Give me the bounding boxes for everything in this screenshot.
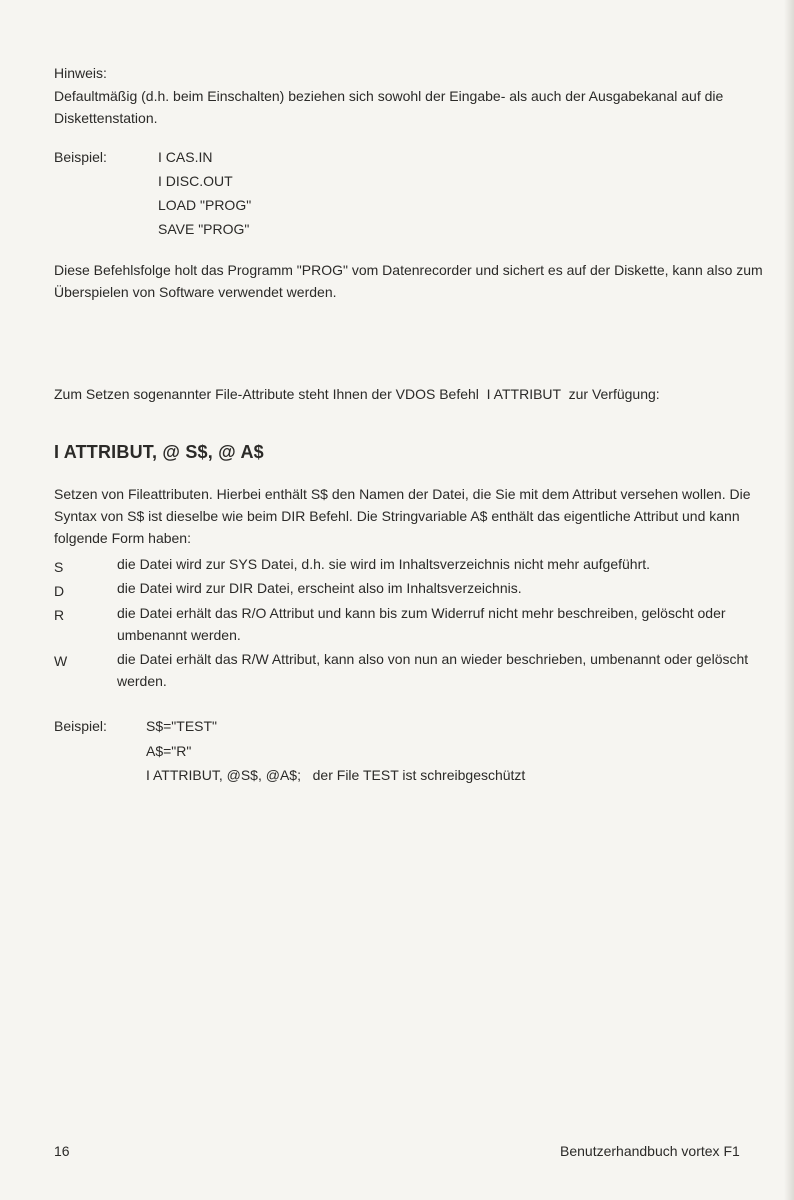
- example1-line-1: I CAS.IN: [158, 149, 213, 165]
- attr-desc-s: die Datei wird zur SYS Datei, d.h. sie wird im Inhaltsverzeichnis nicht mehr aufgeführt.: [117, 556, 651, 572]
- attribut-intro: Zum Setzen sogenannter File-Attribute steht Ihnen der VDOS Befehl I ATTRIBUT zur Verfügung:: [54, 386, 660, 402]
- attribut-heading: I ATTRIBUT, @ S$, @ A$: [54, 442, 264, 462]
- page-number: 16: [54, 1143, 70, 1159]
- attr-key-w: W: [54, 653, 68, 669]
- attr-desc-d: die Datei wird zur DIR Datei, erscheint also im Inhaltsverzeichnis.: [117, 580, 522, 596]
- example2-label: Beispiel:: [54, 718, 107, 734]
- example2-line-3: I ATTRIBUT, @S$, @A$; der File TEST ist schreibgeschützt: [146, 767, 526, 783]
- footer-title: Benutzerhandbuch vortex F1: [560, 1143, 740, 1159]
- hinweis-label: Hinweis:: [54, 65, 107, 81]
- example1-line-3: LOAD "PROG": [158, 197, 252, 213]
- attr-desc-w: die Datei erhält das R/W Attribut, kann also von nun an wieder beschrieben, umbenannt oder gelöscht werden.: [117, 651, 749, 689]
- example2-line-1: S$="TEST": [146, 718, 218, 734]
- attr-desc-r: die Datei erhält das R/O Attribut und kann bis zum Widerruf nicht mehr beschreiben, gelöscht oder umbenannt werden.: [117, 605, 726, 643]
- example1-line-2: I DISC.OUT: [158, 173, 233, 189]
- attribut-description: Setzen von Fileattributen. Hierbei enthält S$ den Namen der Datei, die Sie mit dem Attribut versehen wollen. Die Syntax von S$ ist dieselbe wie beim DIR Befehl. Die Stringvariable A$ enthält das eigentliche Attribut und kann folgende Form haben:: [54, 486, 751, 546]
- example1-description: Diese Befehlsfolge holt das Programm "PROG" vom Datenrecorder und sichert es auf der Diskette, kann also zum Überspielen von Software verwendet werden.: [54, 262, 763, 300]
- attr-key-d: D: [54, 583, 65, 599]
- page-edge: [784, 0, 794, 1200]
- example1-label: Beispiel:: [54, 149, 107, 165]
- hinweis-text: Defaultmäßig (d.h. beim Einschalten) beziehen sich sowohl der Eingabe- als auch der Ausgabekanal auf die Diskettenstation.: [54, 88, 724, 126]
- attr-key-s: S: [54, 559, 64, 575]
- attr-key-r: R: [54, 607, 65, 623]
- example2-line-2: A$="R": [146, 743, 192, 759]
- example1-line-4: SAVE "PROG": [158, 221, 250, 237]
